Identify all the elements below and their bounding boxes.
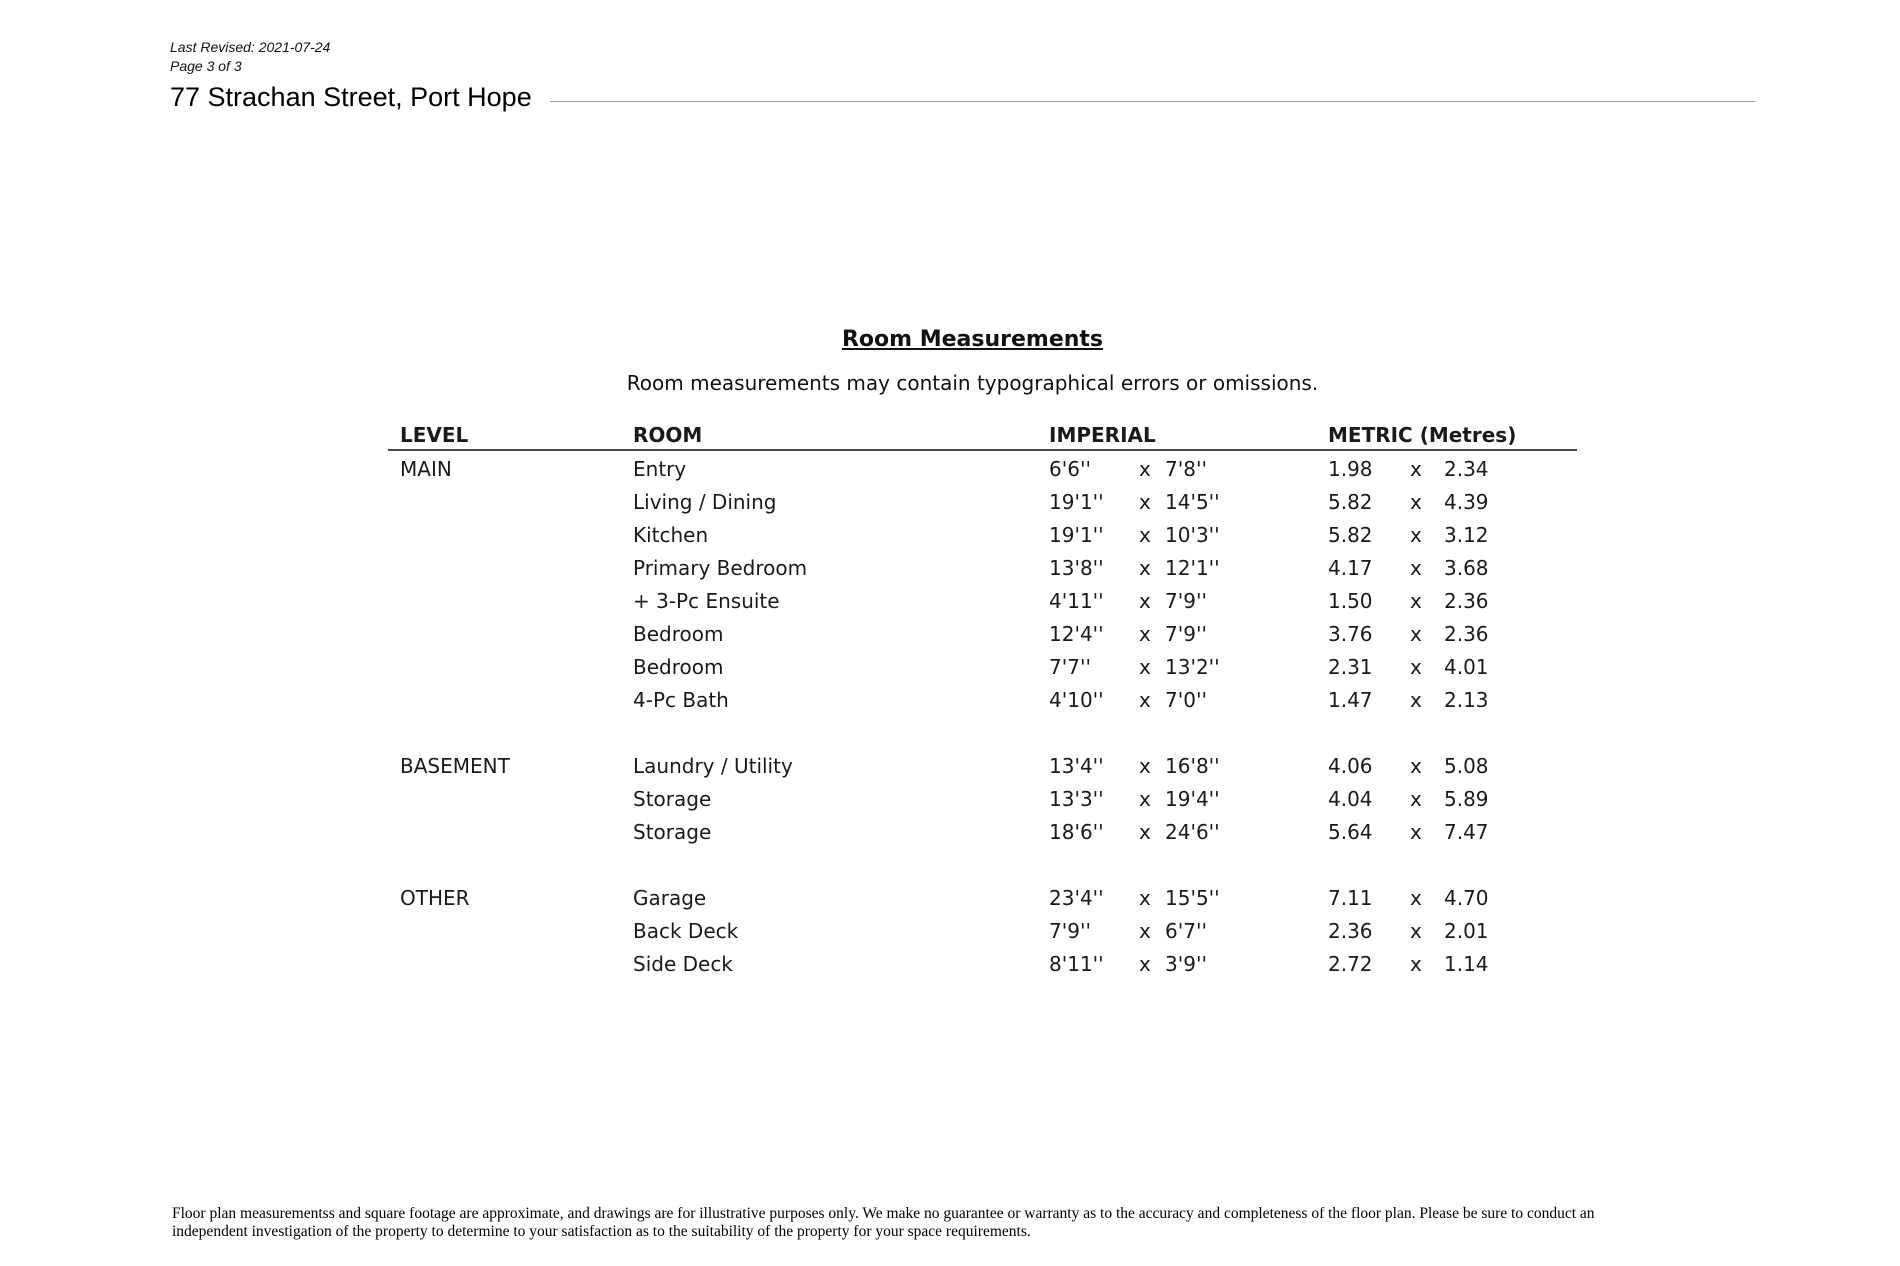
imperial-dimensions: [1049, 816, 1328, 849]
room-name: 4-Pc Bath: [633, 688, 729, 712]
dimension-separator: x: [1139, 754, 1151, 778]
imperial-length: 15'5'': [1165, 886, 1220, 910]
dimension-separator: x: [1410, 655, 1422, 679]
imperial-width: 7'9'': [1049, 919, 1091, 943]
metric-length: 2.36: [1444, 622, 1489, 646]
metric-width: 1.98: [1328, 457, 1373, 481]
dimension-separator: x: [1139, 622, 1151, 646]
imperial-length: 7'9'': [1165, 622, 1207, 646]
metric-width: 1.50: [1328, 589, 1373, 613]
room-name: Bedroom: [633, 655, 724, 679]
metric-dimensions: [1328, 552, 1577, 585]
metric-width: 4.17: [1328, 556, 1373, 580]
metric-width: 4.06: [1328, 754, 1373, 778]
table-row: [388, 816, 1577, 849]
dimension-separator: x: [1139, 787, 1151, 811]
imperial-length: 12'1'': [1165, 556, 1220, 580]
dimension-separator: x: [1139, 820, 1151, 844]
table-row: [388, 915, 1577, 948]
metric-length: 2.36: [1444, 589, 1489, 613]
table-row: [388, 882, 1577, 915]
table-row: [388, 783, 1577, 816]
column-header-imperial: IMPERIAL: [1049, 423, 1156, 447]
imperial-width: 23'4'': [1049, 886, 1104, 910]
metric-width: 4.04: [1328, 787, 1373, 811]
imperial-width: 12'4'': [1049, 622, 1104, 646]
level-label: [388, 618, 633, 651]
metric-length: 3.68: [1444, 556, 1489, 580]
imperial-dimensions: [1049, 882, 1328, 915]
property-address: 77 Strachan Street, Port Hope: [170, 82, 532, 112]
imperial-dimensions: [1049, 651, 1328, 684]
imperial-dimensions: [1049, 585, 1328, 618]
metric-length: 5.89: [1444, 787, 1489, 811]
imperial-length: 6'7'': [1165, 919, 1207, 943]
imperial-width: 13'3'': [1049, 787, 1104, 811]
room-name: Bedroom: [633, 622, 724, 646]
level-label: [388, 552, 633, 585]
level-label: [388, 651, 633, 684]
metric-dimensions: [1328, 651, 1577, 684]
imperial-width: 8'11'': [1049, 952, 1104, 976]
imperial-length: 7'8'': [1165, 457, 1207, 481]
metric-length: 2.34: [1444, 457, 1489, 481]
metric-dimensions: [1328, 783, 1577, 816]
metric-dimensions: [1328, 915, 1577, 948]
dimension-separator: x: [1410, 919, 1422, 943]
metric-dimensions: [1328, 486, 1577, 519]
level-label: [388, 519, 633, 552]
metric-width: 2.72: [1328, 952, 1373, 976]
imperial-width: 19'1'': [1049, 490, 1104, 514]
table-row: [388, 486, 1577, 519]
imperial-width: 13'8'': [1049, 556, 1104, 580]
level-label: [388, 783, 633, 816]
metric-dimensions: [1328, 618, 1577, 651]
level-label: BASEMENT: [400, 754, 510, 778]
metric-dimensions: [1328, 816, 1577, 849]
dimension-separator: x: [1139, 490, 1151, 514]
room-name: Laundry / Utility: [633, 754, 793, 778]
table-section-other: [388, 882, 1577, 981]
document-header: [170, 38, 1755, 112]
room-name: + 3-Pc Ensuite: [633, 589, 780, 613]
dimension-separator: x: [1410, 754, 1422, 778]
metric-length: 4.39: [1444, 490, 1489, 514]
dimension-separator: x: [1139, 952, 1151, 976]
dimension-separator: x: [1139, 523, 1151, 547]
level-label: [388, 486, 633, 519]
imperial-dimensions: [1049, 684, 1328, 717]
level-label: [388, 585, 633, 618]
table-subtitle: Room measurements may contain typographical errors or omissions.: [626, 371, 1319, 395]
imperial-dimensions: [1049, 519, 1328, 552]
last-revised-text: Last Revised: 2021-07-24: [170, 39, 331, 55]
imperial-width: 13'4'': [1049, 754, 1104, 778]
disclaimer-line-2: independent investigation of the property to determine to your satisfaction as to the suitability of the property for your space requirements.: [172, 1222, 1031, 1240]
level-label: [388, 816, 633, 849]
imperial-length: 10'3'': [1165, 523, 1220, 547]
table-row: [388, 519, 1577, 552]
level-label: [388, 684, 633, 717]
metric-length: 4.70: [1444, 886, 1489, 910]
room-name: Storage: [633, 787, 712, 811]
metric-length: 2.01: [1444, 919, 1489, 943]
imperial-width: 6'6'': [1049, 457, 1091, 481]
imperial-width: 4'11'': [1049, 589, 1104, 613]
table-row: [388, 651, 1577, 684]
metric-width: 5.64: [1328, 820, 1373, 844]
dimension-separator: x: [1139, 655, 1151, 679]
imperial-length: 13'2'': [1165, 655, 1220, 679]
room-name: Back Deck: [633, 919, 739, 943]
table-row: [388, 453, 1577, 486]
level-label: OTHER: [400, 886, 470, 910]
room-name: Storage: [633, 820, 712, 844]
header-divider-line: [550, 101, 1755, 102]
room-name: Garage: [633, 886, 707, 910]
metric-width: 5.82: [1328, 490, 1373, 514]
dimension-separator: x: [1410, 886, 1422, 910]
table-row: [388, 618, 1577, 651]
imperial-dimensions: [1049, 750, 1328, 783]
table-row: [388, 684, 1577, 717]
metric-width: 2.36: [1328, 919, 1373, 943]
imperial-width: 4'10'': [1049, 688, 1104, 712]
dimension-separator: x: [1410, 688, 1422, 712]
imperial-length: 7'9'': [1165, 589, 1207, 613]
imperial-width: 19'1'': [1049, 523, 1104, 547]
dimension-separator: x: [1410, 490, 1422, 514]
imperial-dimensions: [1049, 915, 1328, 948]
imperial-dimensions: [1049, 783, 1328, 816]
page-title: Room Measurements: [841, 327, 1104, 352]
metric-dimensions: [1328, 519, 1577, 552]
metric-width: 1.47: [1328, 688, 1373, 712]
dimension-separator: x: [1139, 886, 1151, 910]
table-row: [388, 552, 1577, 585]
level-label: MAIN: [400, 457, 452, 481]
table-row: [388, 750, 1577, 783]
table-title-block: [170, 327, 1775, 395]
imperial-length: 14'5'': [1165, 490, 1220, 514]
table-row: [388, 948, 1577, 981]
level-label: [388, 915, 633, 948]
metric-width: 5.82: [1328, 523, 1373, 547]
address-row: [170, 82, 1755, 112]
room-measurements-table: [388, 424, 1577, 981]
column-header-level: LEVEL: [400, 423, 469, 447]
imperial-length: 16'8'': [1165, 754, 1220, 778]
column-header-room: ROOM: [633, 423, 703, 447]
dimension-separator: x: [1410, 589, 1422, 613]
dimension-separator: x: [1139, 457, 1151, 481]
metric-width: 7.11: [1328, 886, 1373, 910]
metric-dimensions: [1328, 684, 1577, 717]
metric-width: 3.76: [1328, 622, 1373, 646]
level-label: [388, 948, 633, 981]
dimension-separator: x: [1410, 622, 1422, 646]
room-name: Primary Bedroom: [633, 556, 808, 580]
table-body: [388, 451, 1577, 981]
metric-length: 7.47: [1444, 820, 1489, 844]
room-name: Kitchen: [633, 523, 709, 547]
imperial-length: 7'0'': [1165, 688, 1207, 712]
imperial-dimensions: [1049, 552, 1328, 585]
dimension-separator: x: [1410, 820, 1422, 844]
metric-length: 5.08: [1444, 754, 1489, 778]
metric-dimensions: [1328, 882, 1577, 915]
imperial-width: 18'6'': [1049, 820, 1104, 844]
imperial-width: 7'7'': [1049, 655, 1091, 679]
dimension-separator: x: [1139, 556, 1151, 580]
metric-length: 1.14: [1444, 952, 1489, 976]
table-section-main: [388, 453, 1577, 717]
imperial-dimensions: [1049, 453, 1328, 486]
table-section-basement: [388, 750, 1577, 849]
metric-dimensions: [1328, 750, 1577, 783]
metric-length: 3.12: [1444, 523, 1489, 547]
imperial-dimensions: [1049, 618, 1328, 651]
dimension-separator: x: [1410, 952, 1422, 976]
imperial-length: 24'6'': [1165, 820, 1220, 844]
room-name: Entry: [633, 457, 687, 481]
dimension-separator: x: [1410, 523, 1422, 547]
imperial-length: 3'9'': [1165, 952, 1207, 976]
metric-dimensions: [1328, 453, 1577, 486]
imperial-length: 19'4'': [1165, 787, 1220, 811]
room-name: Side Deck: [633, 952, 733, 976]
disclaimer-line-1: Floor plan measurementss and square footage are approximate, and drawings are for illustrative purposes only. We make no guarantee or warranty as to the accuracy and completeness of the floor plan. Please be sure to conduct an: [172, 1205, 1595, 1222]
column-header-metric: METRIC (Metres): [1328, 423, 1517, 447]
dimension-separator: x: [1139, 589, 1151, 613]
metric-dimensions: [1328, 585, 1577, 618]
room-name: Living / Dining: [633, 490, 777, 514]
dimension-separator: x: [1410, 457, 1422, 481]
metric-width: 2.31: [1328, 655, 1373, 679]
imperial-dimensions: [1049, 486, 1328, 519]
metric-length: 2.13: [1444, 688, 1489, 712]
dimension-separator: x: [1139, 688, 1151, 712]
imperial-dimensions: [1049, 948, 1328, 981]
page-number-text: Page 3 of 3: [170, 58, 242, 74]
dimension-separator: x: [1139, 919, 1151, 943]
metric-length: 4.01: [1444, 655, 1489, 679]
dimension-separator: x: [1410, 556, 1422, 580]
metric-dimensions: [1328, 948, 1577, 981]
table-header-row: [388, 424, 1577, 451]
dimension-separator: x: [1410, 787, 1422, 811]
table-row: [388, 585, 1577, 618]
disclaimer: [172, 1205, 1767, 1240]
